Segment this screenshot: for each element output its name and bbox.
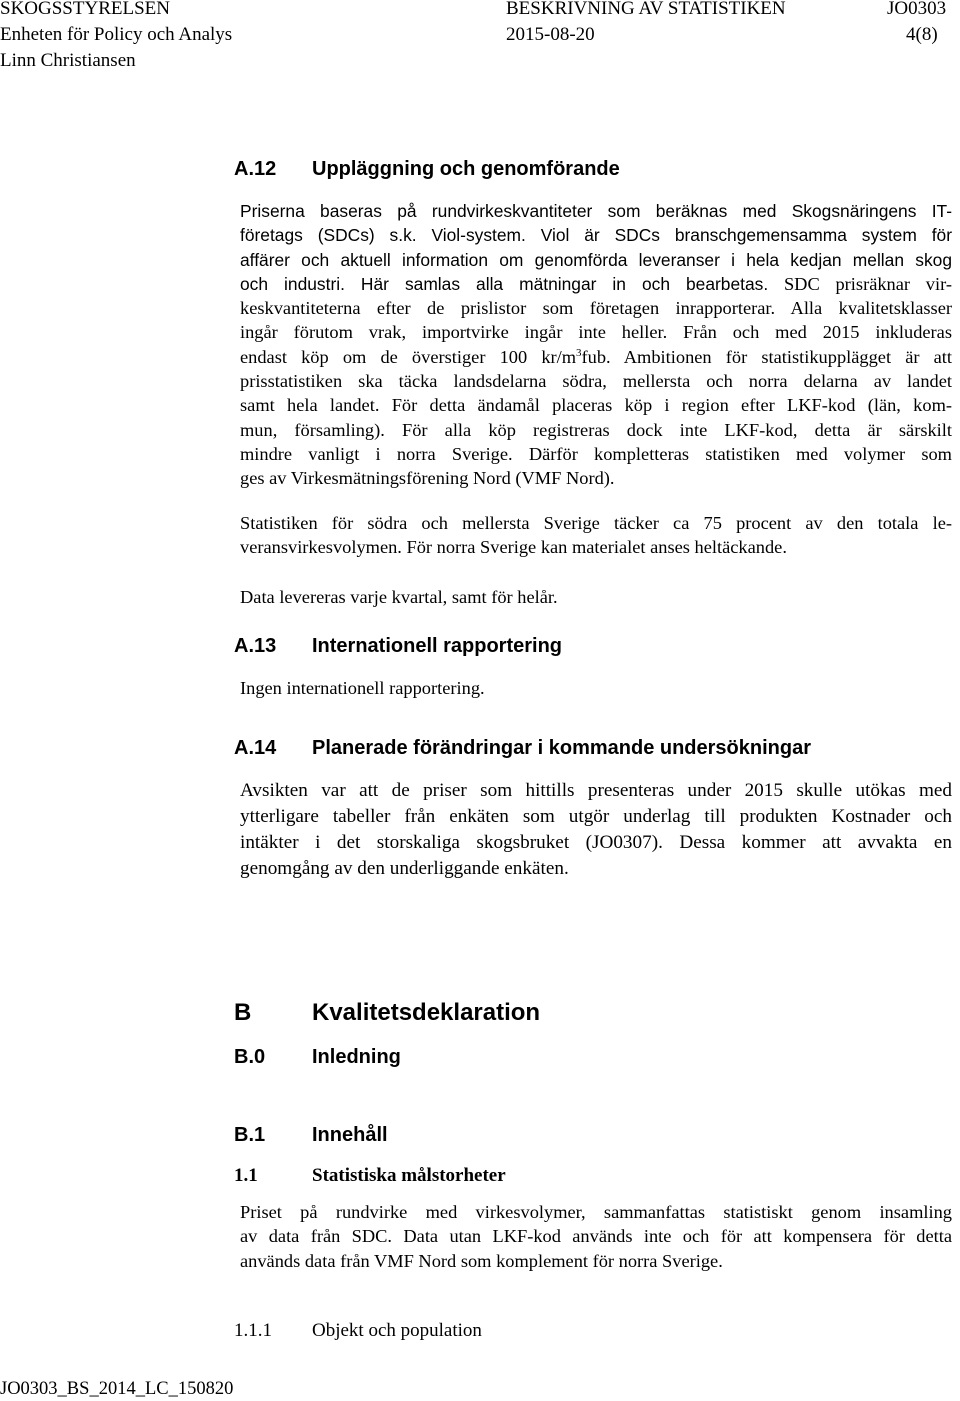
paragraph-a12-coverage [240,511,952,560]
text-line: Statistiken för södra och mellersta Sverige täcker ca 75 procent av den totala le- [240,513,952,533]
text-line: mindre vanligt i norra Sverige. Därför kompletteras statistiken med volymer som [240,443,952,464]
text-line: ingår förutom vrak, importvirke ingår inte heller. Från och med 2015 inkluderas [240,322,952,343]
text-line-unit [240,345,952,369]
text-segment: SDC prisräknar vir- [768,273,952,294]
text-line-mixed [240,272,952,296]
text-segment: endast köp om de överstiger 100 kr/m [240,346,577,367]
text-line: affärer och aktuell information om genomförda leveranser i hela kedjan mellan skog [240,249,952,270]
section-title-b1: Innehåll [312,1124,388,1146]
section-title-a13: Internationell rapportering [312,635,563,657]
section-number-b1: B.1 [234,1124,266,1146]
text-line: genomgång av den underliggande enkäten. [240,858,569,879]
text-line: Priset på rundvirke med virkesvolymer, sammanfattas statistiskt genom insamling [240,1202,952,1222]
section-number-b: B [234,999,252,1026]
text-line: Avsikten var att de priser som hittills presenteras under 2015 skulle utökas med [240,780,952,801]
text-line: veransvirkesvolymen. För norra Sverige kan materialet anses heltäckande. [240,537,787,558]
paragraph-a12-delivery [240,585,952,609]
superscript: 3 [576,346,582,359]
section-number-a13: A.13 [234,635,277,657]
text-line: Data levereras varje kvartal, samt för helår. [240,587,558,607]
header-date: 2015-08-20 [506,24,595,45]
section-title-a12: Uppläggning och genomförande [312,158,620,180]
text-line: ges av Virkesmätningsförening Nord (VMF Nord). [240,468,615,489]
section-number-a14: A.14 [234,737,277,759]
paragraph-a13 [240,676,952,700]
header-doc-code: JO0303 [887,0,947,19]
footer-doc-id: JO0303_BS_2014_LC_150820 [0,1379,234,1399]
section-title-b0: Inledning [312,1046,401,1068]
text-line: Ingen internationell rapportering. [240,678,485,698]
text-line: mun, församling). För alla köp registreras dock inte LKF-kod, detta är särskilt [240,419,952,440]
header-page: 4(8) [906,24,938,45]
section-number-b0: B.0 [234,1046,266,1068]
text-line: ytterligare tabeller från enkäten som utgör underlag till produkten Kostnader och [240,806,952,827]
paragraph-a12-body [240,199,952,491]
text-line: keskvantiteterna efter de prislistor som företagen inrapporterar. Alla kvalitetsklasser [240,298,952,319]
section-title-b: Kvalitetsdeklaration [312,999,541,1026]
section-title-1-1-1: Objekt och population [312,1320,482,1341]
section-number-1-1: 1.1 [234,1165,258,1186]
paragraph-a14 [240,778,952,882]
header-unit: Enheten för Policy och Analys [0,24,233,45]
section-title-1-1: Statistiska målstorheter [312,1165,506,1186]
text-line: prisstatistiken ska täcka landsdelarna södra, mellersta och norra delarna av landet [240,371,952,392]
header-doc-type: BESKRIVNING AV STATISTIKEN [506,0,786,19]
section-number-a12: A.12 [234,158,277,180]
text-line: intäkter i det storskaliga skogsbruket (JO0307). Dessa kommer att avvakta en [240,832,952,853]
header-org: SKOGSSTYRELSEN [0,0,170,19]
text-segment: fub. Ambitionen för statistikupplägget är att [581,346,952,367]
paragraph-1-1 [240,1200,952,1273]
text-line: samt hela landet. För detta ändamål placeras köp i region efter LKF-kod (län, kom- [240,395,952,416]
text-line: av data från SDC. Data utan LKF-kod används inte och för att kompensera för detta [240,1226,952,1247]
text-segment: och industri. Här samlas alla mätningar in och bearbetas. [240,273,769,294]
text-line: används data från VMF Nord som komplement för norra Sverige. [240,1250,723,1271]
text-line: företags (SDCs) s.k. Viol-system. Viol är SDCs branschgemensamma system för [240,225,952,246]
section-title-a14: Planerade förändringar i kommande undersökningar [312,737,812,759]
header-author: Linn Christiansen [0,50,136,71]
text-line: Priserna baseras på rundvirkeskvantiteter som beräknas med Skogsnäringens IT- [240,201,952,221]
section-number-1-1-1: 1.1.1 [234,1320,272,1341]
